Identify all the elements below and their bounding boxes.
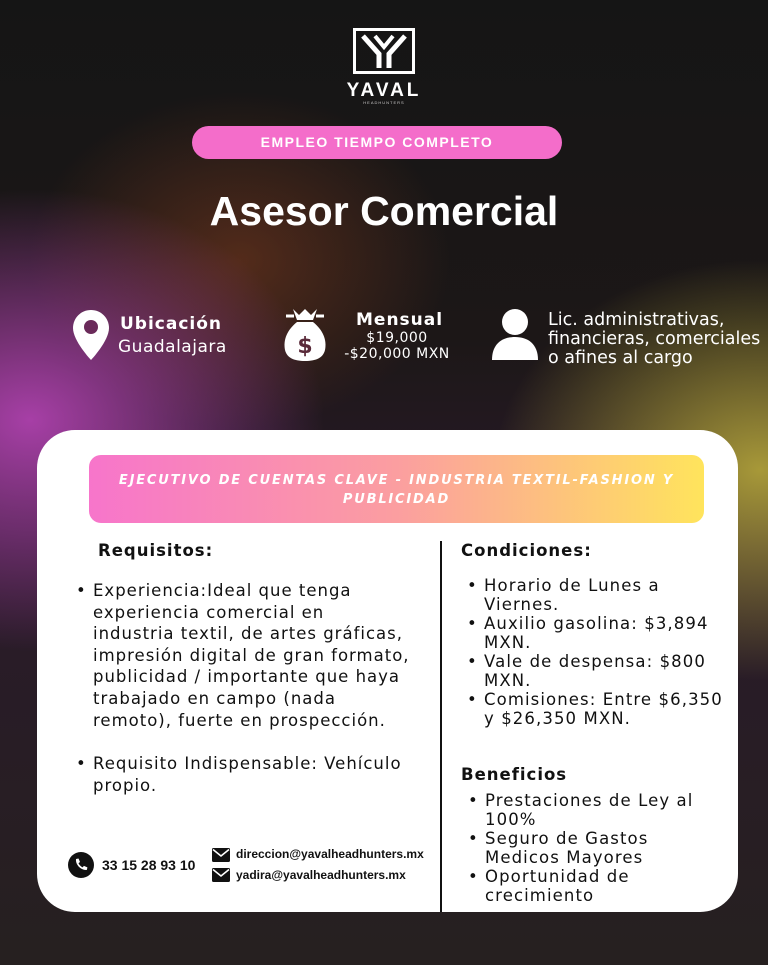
phone-icon — [68, 852, 94, 878]
profile-requirement: Lic. administrativas, financieras, comerciales o afines al cargo — [548, 310, 761, 368]
mail-icon — [212, 868, 230, 882]
condition-item: • Vale de despensa: $800 MXN. — [467, 652, 727, 690]
benefit-item: • Oportunidad de crecimiento — [468, 867, 728, 905]
requirement-item: • Requisito Indispensable: Vehículo propio. — [76, 753, 411, 796]
phone-number[interactable]: 33 15 28 93 10 — [102, 857, 196, 873]
email-link-direccion[interactable]: direccion@yavalheadhunters.mx — [236, 847, 424, 861]
conditions-list — [467, 576, 727, 728]
benefit-item: • Prestaciones de Ley al 100% — [468, 791, 728, 829]
benefits-title: Beneficios — [461, 765, 568, 784]
job-title: Asesor Comercial — [209, 188, 559, 234]
salary-value-line-1: $19,000 — [366, 330, 428, 346]
brand-name: YAVAL — [346, 80, 422, 101]
brand-subtitle: HEADHUNTERS — [363, 100, 405, 105]
column-divider — [440, 541, 442, 912]
salary-value-line-2: -$20,000 MXN — [344, 346, 450, 362]
employment-type-badge: EMPLEO TIEMPO COMPLETO — [192, 126, 562, 159]
location-pin-icon — [72, 309, 110, 361]
svg-text:$: $ — [297, 334, 313, 359]
salary-value — [336, 330, 458, 362]
user-icon — [490, 308, 540, 360]
yaval-logo-icon — [353, 28, 415, 74]
location-value: Guadalajara — [118, 337, 227, 357]
conditions-title: Condiciones: — [461, 541, 592, 560]
benefits-list — [468, 791, 728, 905]
requirements-title: Requisitos: — [98, 541, 214, 560]
money-bag-icon — [283, 306, 327, 362]
requirements-list — [76, 580, 411, 796]
position-banner-text: EJECUTIVO DE CUENTAS CLAVE - INDUSTRIA TEXTIL-FASHION Y PUBLICIDAD — [118, 473, 675, 507]
requirement-item: • Experiencia:Ideal que tenga experiencia comercial en industria textil, de artes gráficas, impresión digital de gran formato, publicidad / importante que haya trabajado en campo (nada remoto), fuerte en prospección. — [76, 580, 411, 731]
mail-icon — [212, 848, 230, 862]
email-link-yadira[interactable]: yadira@yavalheadhunters.mx — [236, 868, 406, 882]
condition-item: • Horario de Lunes a Viernes. — [467, 576, 727, 614]
location-label: Ubicación — [120, 314, 223, 334]
condition-item: • Auxilio gasolina: $3,894 MXN. — [467, 614, 727, 652]
benefit-item: • Seguro de Gastos Medicos Mayores — [468, 829, 728, 867]
condition-item: • Comisiones: Entre $6,350 y $26,350 MXN. — [467, 690, 727, 728]
salary-label: Mensual — [356, 310, 444, 330]
